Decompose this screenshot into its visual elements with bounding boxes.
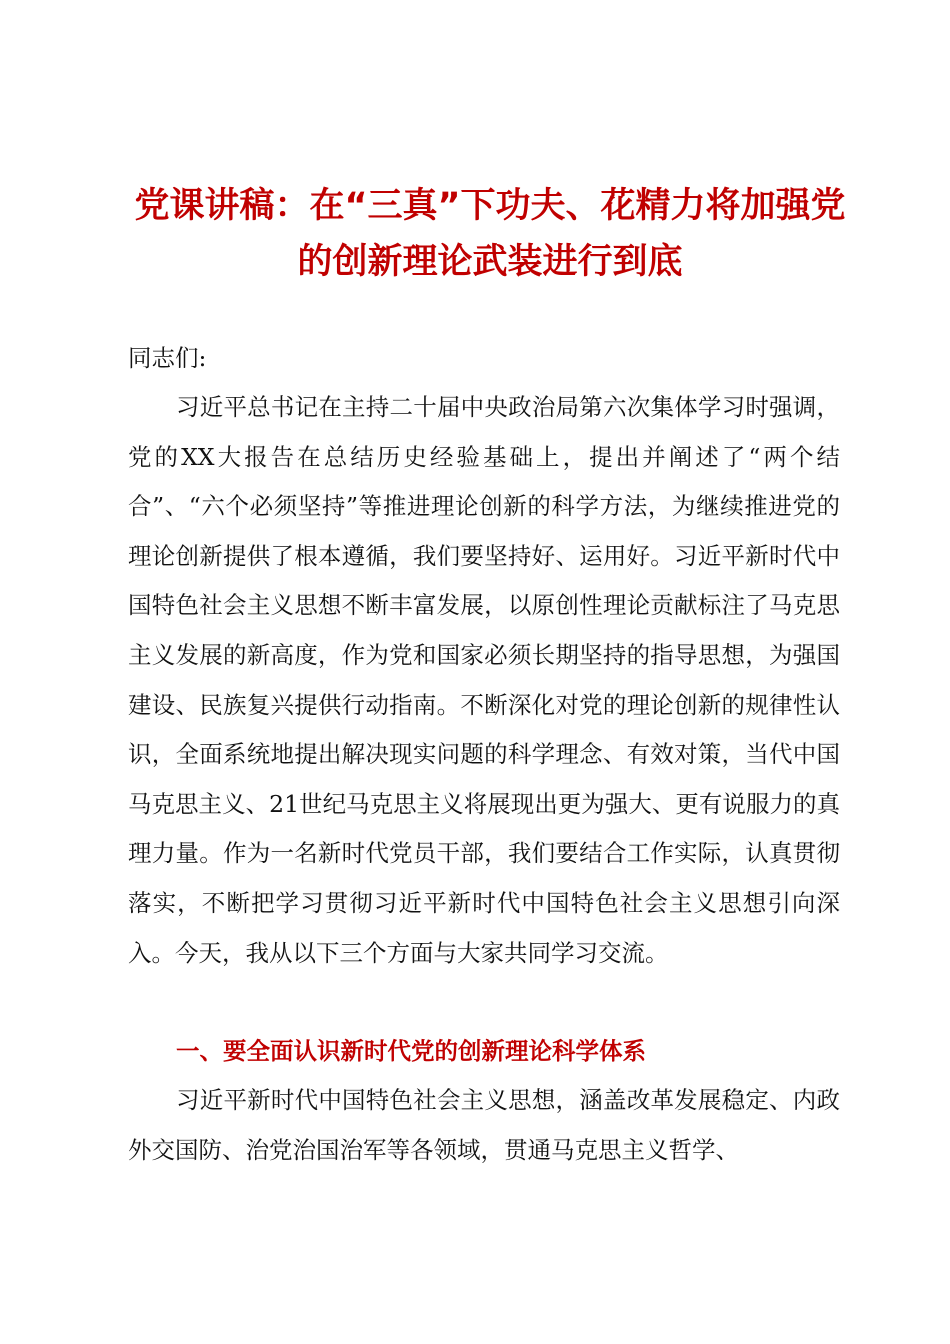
title-line-2: 的创新理论武装进行到底	[297, 242, 683, 282]
title-line-1: 党课讲稿：在“三真”下功夫、花精力将加强党	[134, 186, 846, 226]
section-heading-1: 一、要全面认识新时代党的创新理论科学体系	[176, 1037, 646, 1065]
body-paragraph-intro: 习近平总书记在主持二十届中央政治局第六次集体学习时强调，党的XX大报告在总结历史经验基础上，提出并阐述了“两个结合”、“六个必须坚持”等推进理论创新的科学方法，为继续推进党的理论创新提供了根本遵循，我们要坚持好、运用好。习近平新时代中国特色社会主义思想不断丰富发展，以原创性理论贡献标注了马克思主义发展的新高度，作为党和国家必须长期坚持的指导思想，为强国建设、民族复兴提供行动指南。不断深化对党的理论创新的规律性认识，全面系统地提出解决现实问题的科学理念、有效对策，当代中国马克思主义、21世纪马克思主义将展现出更为强大、更有说服力的真理力量。作为一名新时代党员干部，我们要结合工作实际，认真贯彻落实，不断把学习贯彻习近平新时代中国特色社会主义思想引向深入。今天，我从以下三个方面与大家共同学习交流。	[128, 393, 840, 967]
greeting: 同志们:	[128, 344, 207, 372]
document-title	[110, 178, 870, 290]
body-paragraph-section-1: 习近平新时代中国特色社会主义思想，涵盖改革发展稳定、内政外交国防、治党治国治军等各领域，贯通马克思主义哲学、	[128, 1086, 840, 1164]
